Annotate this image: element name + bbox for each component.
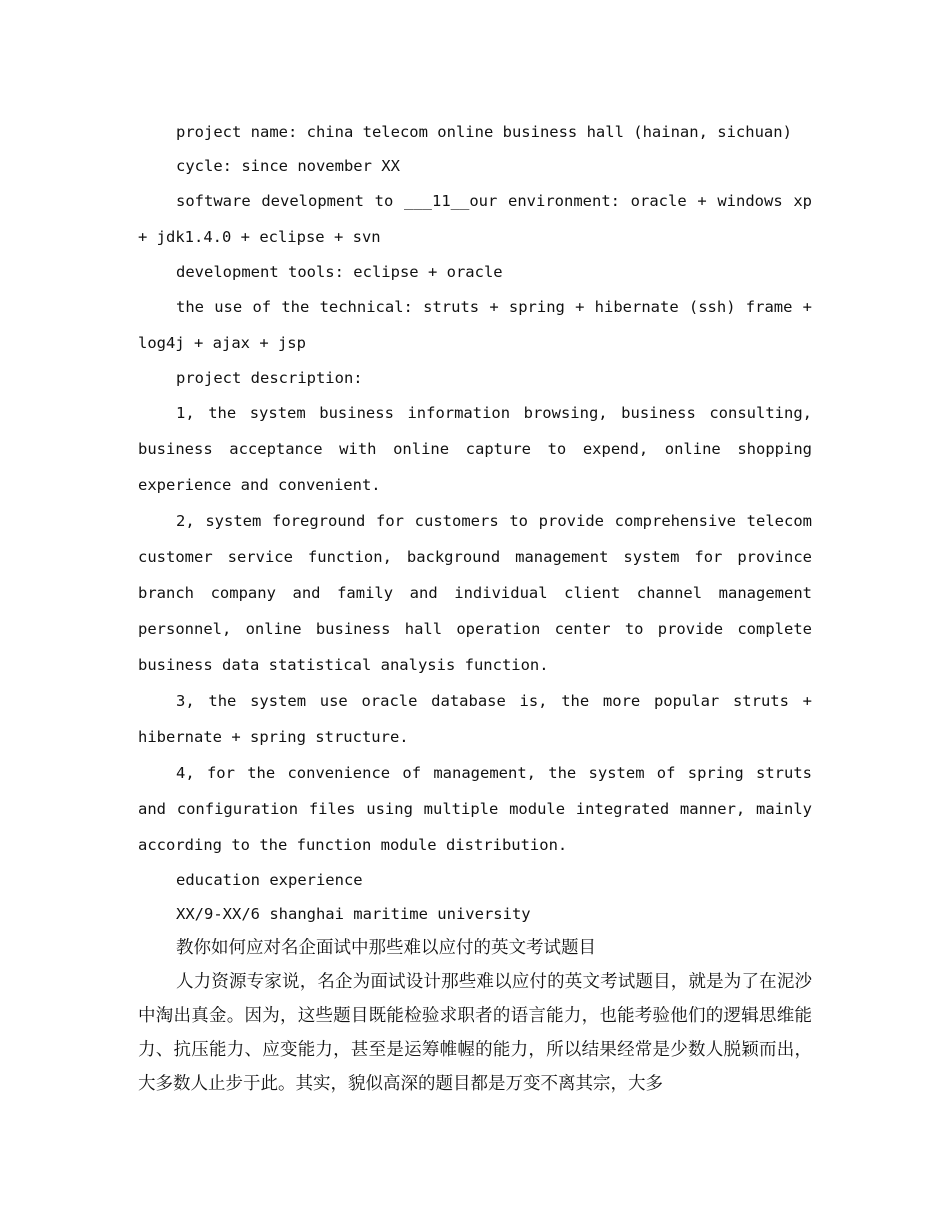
article-title: 教你如何应对名企面试中那些难以应付的英文考试题目 [176, 938, 596, 958]
environment-paragraph: software development to ___11__our environment: oracle + windows xp + jdk1.4.0 + eclipse + svn [138, 192, 812, 246]
cycle-line: cycle: since november XX [176, 157, 400, 175]
description-item-3: 3, the system use oracle database is, the more popular struts + hibernate + spring structure. [138, 692, 812, 746]
education-heading: education experience [176, 871, 363, 889]
technical-paragraph: the use of the technical: struts + spring + hibernate (ssh) frame + log4j + ajax + jsp [138, 298, 812, 352]
development-tools-line: development tools: eclipse + oracle [176, 263, 503, 281]
project-name-line: project name: china telecom online business hall (hainan, sichuan) [176, 123, 792, 141]
document-page [138, 115, 812, 1101]
project-description-heading: project description: [176, 369, 363, 387]
education-entry: XX/9-XX/6 shanghai maritime university [176, 905, 531, 923]
description-item-4: 4, for the convenience of management, the system of spring struts and configuration files using multiple module integrated manner, mainly according to the function module distribution. [138, 764, 812, 854]
description-item-2: 2, system foreground for customers to provide comprehensive telecom customer service function, background management system for province branch company and family and individual client channel management personnel, online business hall operation center to provide complete business data statistical analysis function. [138, 512, 812, 674]
article-body-paragraph: 人力资源专家说，名企为面试设计那些难以应付的英文考试题目，就是为了在泥沙中淘出真金。因为，这些题目既能检验求职者的语言能力，也能考验他们的逻辑思维能力、抗压能力、应变能力，甚至是运筹帷幄的能力，所以结果经常是少数人脱颖而出，大多数人止步于此。其实，貌似高深的题目都是万变不离其宗，大多 [138, 972, 812, 1094]
description-item-1: 1, the system business information browsing, business consulting, business acceptance with online capture to expend, online shopping experience and convenient. [138, 404, 812, 494]
